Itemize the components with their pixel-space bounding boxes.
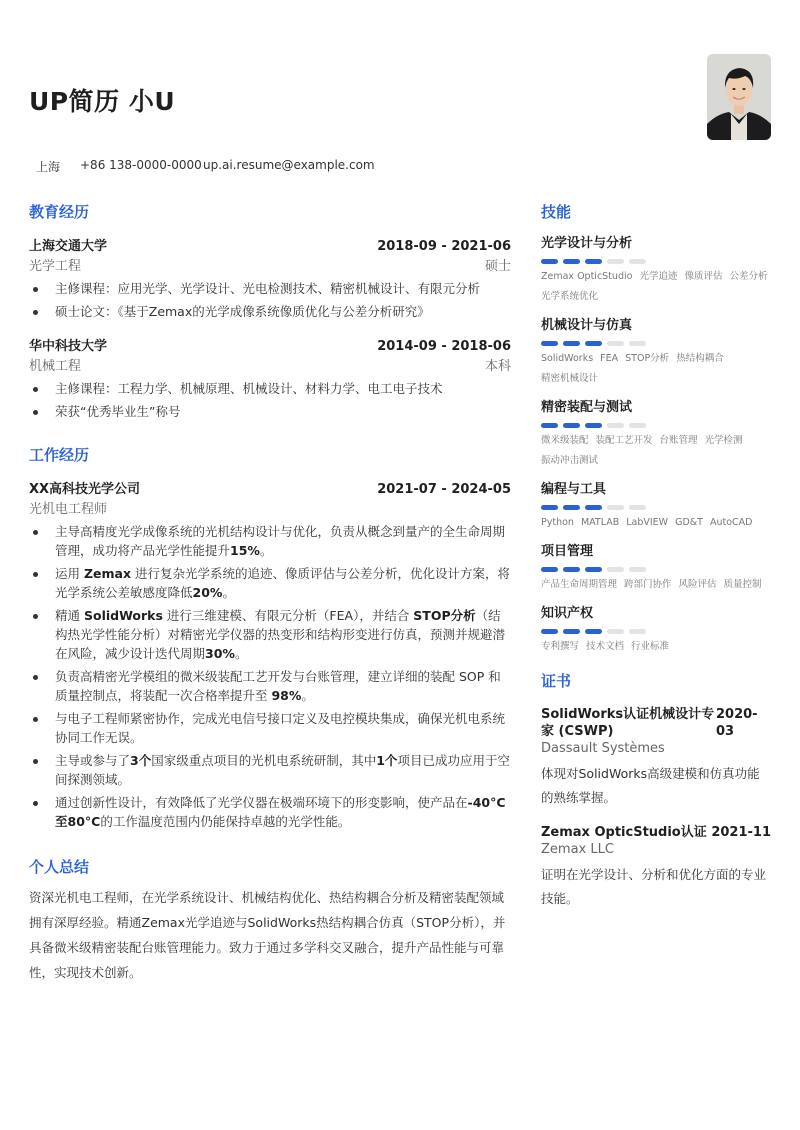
- highlight-text: 30%: [205, 646, 235, 661]
- skill-tag: 产品生命周期管理: [541, 579, 618, 590]
- level-bar-empty: [629, 505, 646, 510]
- skill-tag: FEA: [600, 353, 619, 364]
- level-bar-empty: [607, 567, 624, 572]
- skill-tag: 像质评估: [684, 271, 723, 282]
- level-bar-filled: [563, 259, 580, 264]
- level-bar-empty: [607, 341, 624, 346]
- skill-tag: STOP分析: [625, 353, 670, 364]
- education-dates: 2018-09 - 2021-06: [377, 239, 511, 254]
- contact-phone[interactable]: +86 138-0000-0000: [80, 158, 202, 172]
- education-entry: [29, 335, 511, 421]
- skill-tag: 热结构耦合: [676, 353, 724, 364]
- skill-tags: [541, 350, 771, 387]
- section-title-certificates: 证书: [541, 672, 572, 690]
- skill-tag: MATLAB: [580, 517, 620, 528]
- level-bar-filled: [563, 423, 580, 428]
- skill-tag: 公差分析: [729, 271, 768, 282]
- certificate-issuer: Zemax LLC: [541, 842, 614, 857]
- education-section: [29, 200, 511, 421]
- level-bar-filled: [563, 341, 580, 346]
- level-bar-filled: [541, 259, 558, 264]
- skill-tags: [541, 576, 771, 593]
- skill-group: [541, 317, 771, 387]
- work-entry: [29, 478, 511, 831]
- level-bar-filled: [585, 423, 602, 428]
- certificate-date: 2020-03: [716, 707, 758, 739]
- skill-tag: 精密机械设计: [541, 373, 599, 384]
- job-role: 光机电工程师: [29, 502, 108, 517]
- level-bar-filled: [585, 505, 602, 510]
- bullet-item: 主导或参与了3个国家级重点项目的光机电系统研制，其中1个项目已成功应用于空间探测领域。: [29, 751, 511, 789]
- degree: 本科: [484, 359, 511, 374]
- education-entry: [29, 235, 511, 321]
- highlight-text: -40°C至80°C: [55, 795, 506, 829]
- highlight-text: 98%: [271, 688, 302, 703]
- skill-tags: [541, 638, 771, 655]
- bullet-item: 硕士论文：《基于Zemax的光学成像系统像质优化与公差分析研究》: [29, 302, 511, 321]
- skill-level-indicator: [541, 341, 771, 346]
- highlight-text: 15%: [230, 543, 260, 558]
- skill-tag: 跨部门协作: [624, 579, 672, 590]
- skill-group: [541, 399, 771, 469]
- skill-tag: 振动冲击测试: [541, 455, 599, 466]
- bullet-item: 与电子工程师紧密协作，完成光电信号接口定义及电控模块集成，确保光机电系统协同工作无误。: [29, 709, 511, 747]
- skill-tag: 光学追迹: [639, 271, 678, 282]
- highlight-text: 20%: [192, 585, 223, 600]
- skill-tag: 专利撰写: [541, 641, 580, 652]
- skill-tag: 光学系统优化: [541, 291, 599, 302]
- skill-level-indicator: [541, 629, 771, 634]
- skill-tag: Zemax OpticStudio: [541, 271, 633, 282]
- bullet-item: 主修课程：应用光学、光学设计、光电检测技术、精密机械设计、有限元分析: [29, 279, 511, 298]
- skill-tag: 光学检测: [704, 435, 743, 446]
- skill-name: 光学设计与分析: [541, 236, 633, 251]
- major: 光学工程: [29, 259, 82, 274]
- work-bullets: [29, 522, 511, 831]
- skill-tags: [541, 268, 771, 305]
- skill-group: [541, 481, 771, 531]
- highlight-text: SolidWorks: [83, 608, 163, 623]
- skill-level-indicator: [541, 567, 771, 572]
- skill-name: 项目管理: [541, 544, 594, 559]
- degree: 硕士: [484, 259, 511, 274]
- skill-tag: 技术文档: [586, 641, 625, 652]
- contact-city: 上海: [36, 160, 61, 174]
- skill-level-indicator: [541, 259, 771, 264]
- education-dates: 2014-09 - 2018-06: [377, 339, 511, 354]
- education-bullets: [29, 279, 511, 321]
- bullet-item: 主导高精度光学成像系统的光机结构设计与优化，负责从概念到量产的全生命周期管理，成功将产品光学性能提升15%。: [29, 522, 511, 560]
- company-name: XX高科技光学公司: [29, 482, 141, 497]
- level-bar-filled: [563, 629, 580, 634]
- level-bar-filled: [541, 423, 558, 428]
- skill-tag: Python: [541, 517, 574, 528]
- skill-tags: [541, 514, 771, 531]
- skill-level-indicator: [541, 423, 771, 428]
- skill-group: [541, 605, 771, 655]
- level-bar-empty: [607, 259, 624, 264]
- portrait-icon: [707, 54, 771, 140]
- level-bar-filled: [563, 567, 580, 572]
- certificate-item: [541, 824, 771, 911]
- level-bar-empty: [607, 423, 624, 428]
- level-bar-filled: [585, 259, 602, 264]
- level-bar-filled: [585, 567, 602, 572]
- level-bar-empty: [607, 505, 624, 510]
- school-name: 华中科技大学: [29, 339, 108, 354]
- skill-tag: SolidWorks: [541, 353, 594, 364]
- skill-group: [541, 543, 771, 593]
- skill-tag: 风险评估: [678, 579, 717, 590]
- skill-level-indicator: [541, 505, 771, 510]
- bullet-item: 负责高精密光学模组的微米级装配工艺开发与台账管理，建立详细的装配 SOP 和质量控制点，将装配一次合格率提升至 98%。: [29, 667, 511, 705]
- level-bar-filled: [541, 505, 558, 510]
- level-bar-filled: [541, 567, 558, 572]
- certificates-section: [541, 669, 771, 911]
- section-title-education: 教育经历: [29, 203, 90, 221]
- certificate-name: Zemax OpticStudio认证: [541, 825, 707, 840]
- skill-name: 机械设计与仿真: [541, 318, 633, 333]
- skill-tag: 台账管理: [659, 435, 698, 446]
- level-bar-filled: [541, 629, 558, 634]
- skill-tag: AutoCAD: [709, 517, 753, 528]
- major: 机械工程: [29, 359, 82, 374]
- section-title-skills: 技能: [541, 203, 572, 221]
- work-dates: 2021-07 - 2024-05: [377, 482, 511, 497]
- level-bar-empty: [629, 341, 646, 346]
- skill-tag: 质量控制: [723, 579, 762, 590]
- highlight-text: 3个: [130, 753, 152, 768]
- right-column: [541, 200, 771, 925]
- level-bar-empty: [629, 567, 646, 572]
- certificate-issuer: Dassault Systèmes: [541, 741, 665, 756]
- certificate-description: 体现对SolidWorks高级建模和仿真功能的熟练掌握。: [541, 766, 760, 805]
- level-bar-empty: [629, 259, 646, 264]
- certificate-date: 2021-11: [711, 825, 771, 840]
- bullet-item: 荣获“优秀毕业生”称号: [29, 402, 511, 421]
- contact-info: [36, 158, 375, 175]
- skill-name: 精密装配与测试: [541, 400, 633, 415]
- school-name: 上海交通大学: [29, 239, 108, 254]
- bullet-item: 运用 Zemax 进行复杂光学系统的追迹、像质评估与公差分析，优化设计方案，将光学系统公差敏感度降低20%。: [29, 564, 511, 602]
- highlight-text: 1个: [376, 753, 398, 768]
- level-bar-empty: [629, 629, 646, 634]
- skills-section: [541, 200, 771, 655]
- skill-tag: LabVIEW: [626, 517, 669, 528]
- skill-tag: GD&T: [675, 517, 703, 528]
- education-bullets: [29, 379, 511, 421]
- section-title-work: 工作经历: [29, 446, 90, 464]
- certificate-name: SolidWorks认证机械设计专家 (CSWP): [541, 707, 715, 739]
- level-bar-empty: [629, 423, 646, 428]
- skill-tag: 行业标准: [631, 641, 670, 652]
- work-section: [29, 443, 511, 831]
- candidate-name: UP简历 小U: [29, 87, 176, 116]
- highlight-text: STOP分析: [413, 608, 476, 623]
- bullet-item: 通过创新性设计，有效降低了光学仪器在极端环境下的形变影响，使产品在-40°C至80°C的工作温度范围内仍能保持卓越的光学性能。: [29, 793, 511, 831]
- certificate-item: [541, 706, 771, 810]
- level-bar-filled: [585, 629, 602, 634]
- section-title-summary: 个人总结: [29, 858, 90, 876]
- profile-photo: [707, 54, 771, 140]
- left-column: [29, 200, 511, 985]
- summary-text: 资深光机电工程师，在光学系统设计、机械结构优化、热结构耦合分析及精密装配领域拥有深厚经验。精通Zemax光学追迹与SolidWorks热结构耦合仿真（STOP分析），并具备微米级精密装配台账管理能力。致力于通过多学科交叉融合，提升产品性能与可靠性，实现技术创新。: [29, 890, 506, 980]
- level-bar-filled: [563, 505, 580, 510]
- highlight-text: Zemax: [83, 566, 132, 581]
- skill-name: 编程与工具: [541, 482, 607, 497]
- summary-section: [29, 855, 511, 985]
- skill-tag: 装配工艺开发: [595, 435, 653, 446]
- bullet-item: 精通 SolidWorks 进行三维建模、有限元分析（FEA），并结合 STOP分析（结构热光学性能分析）对精密光学仪器的热变形和结构形变进行仿真，预测并规避潜在风险，减少设计迭代周期30%。: [29, 606, 511, 663]
- level-bar-filled: [585, 341, 602, 346]
- contact-email[interactable]: up.ai.resume@example.com: [203, 158, 375, 172]
- bullet-item: 主修课程：工程力学、机械原理、机械设计、材料力学、电工电子技术: [29, 379, 511, 398]
- level-bar-empty: [607, 629, 624, 634]
- skill-group: [541, 235, 771, 305]
- skill-tags: [541, 432, 771, 469]
- skill-tag: 微米级装配: [541, 435, 589, 446]
- level-bar-filled: [541, 341, 558, 346]
- skill-name: 知识产权: [541, 606, 594, 621]
- certificate-description: 证明在光学设计、分析和优化方面的专业技能。: [541, 867, 767, 906]
